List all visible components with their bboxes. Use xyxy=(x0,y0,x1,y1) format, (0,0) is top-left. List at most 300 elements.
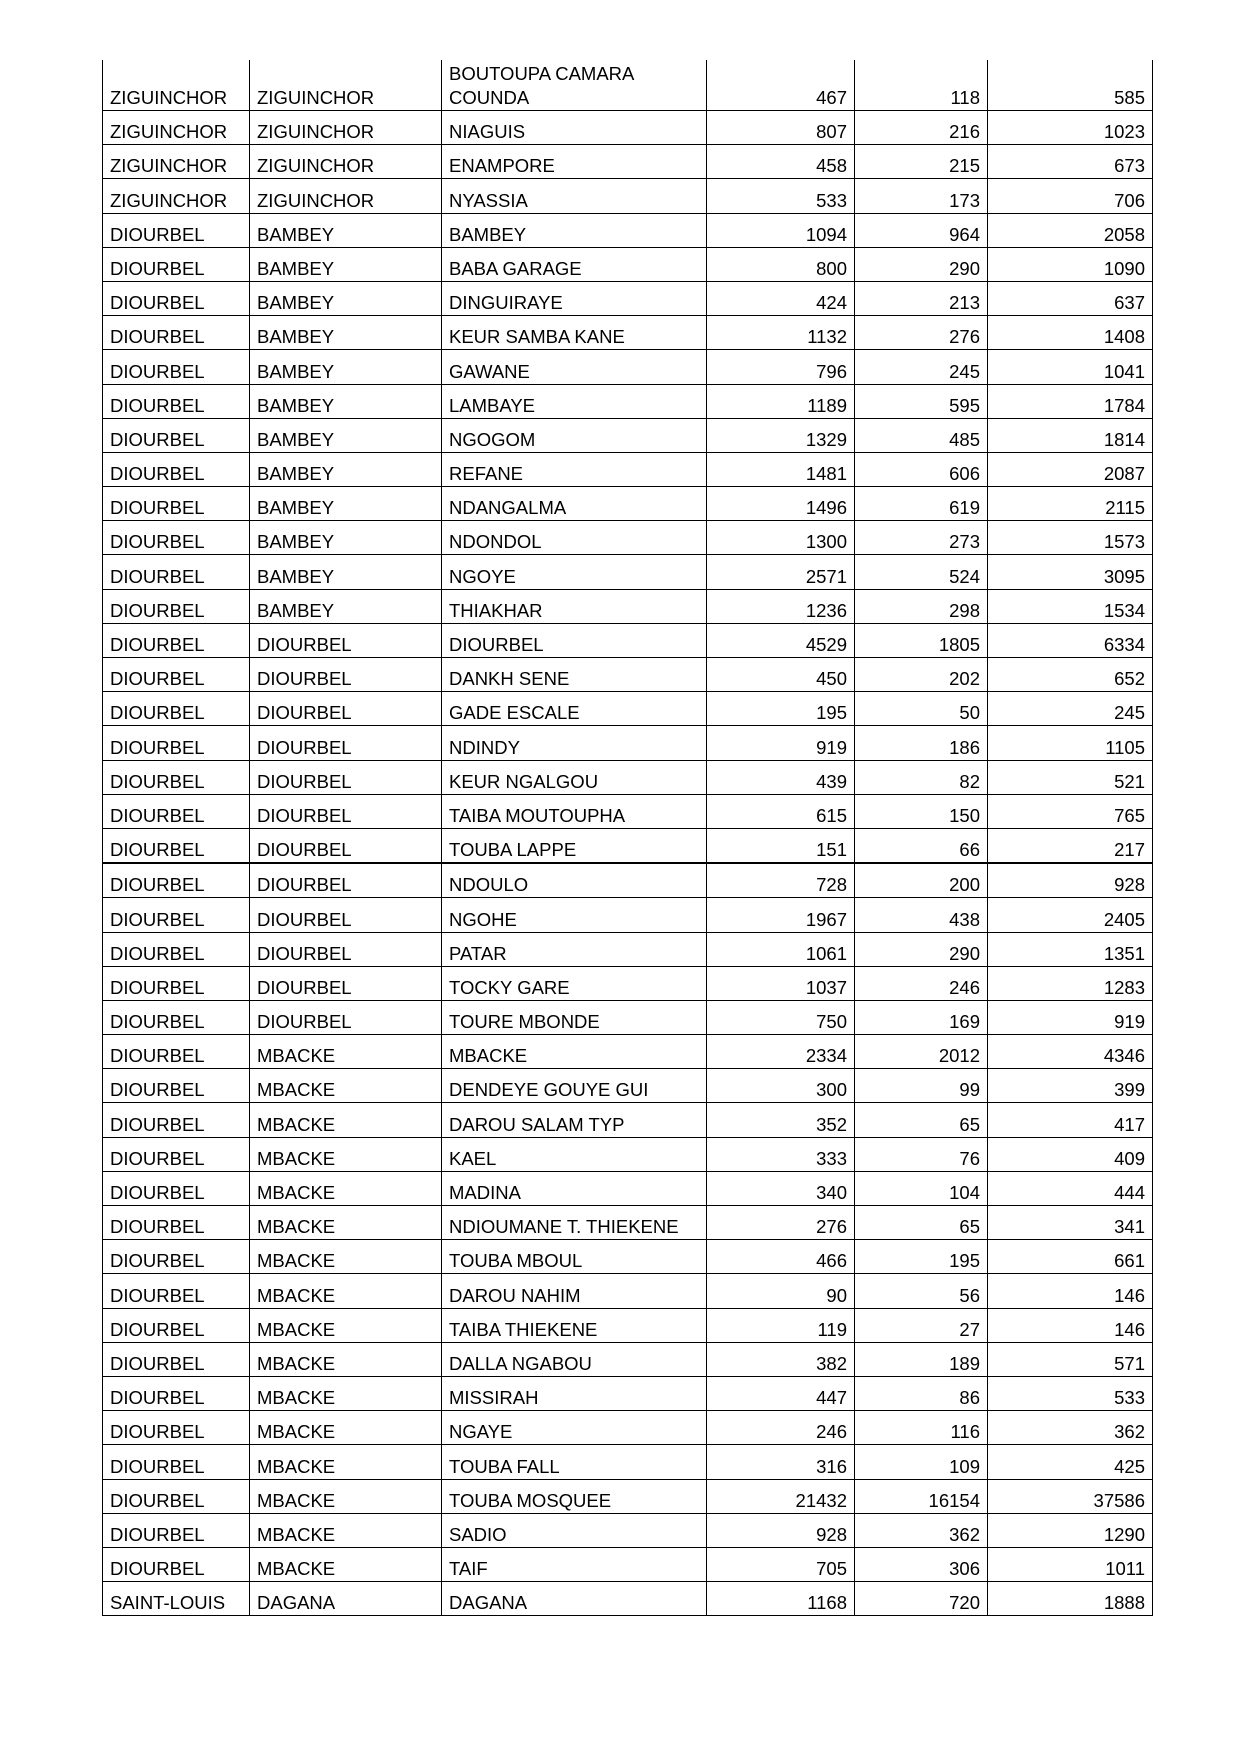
commune-cell: NDANGALMA xyxy=(442,487,707,521)
value-2-cell: 298 xyxy=(855,589,988,623)
table-row xyxy=(103,1445,1153,1479)
commune-cell: TOURE MBONDE xyxy=(442,1000,707,1034)
value-1-cell: 382 xyxy=(707,1342,855,1376)
commune-cell: DAROU SALAM TYP xyxy=(442,1103,707,1137)
commune-cell: THIAKHAR xyxy=(442,589,707,623)
value-1-cell: 450 xyxy=(707,658,855,692)
total-cell: 6334 xyxy=(988,623,1153,657)
value-1-cell: 919 xyxy=(707,726,855,760)
table-row xyxy=(103,1342,1153,1376)
region-cell: DIOURBEL xyxy=(103,623,250,657)
total-cell: 37586 xyxy=(988,1479,1153,1513)
total-cell: 637 xyxy=(988,281,1153,315)
value-2-cell: 200 xyxy=(855,863,988,898)
region-cell: DIOURBEL xyxy=(103,213,250,247)
table-row xyxy=(103,1171,1153,1205)
total-cell: 928 xyxy=(988,863,1153,898)
department-cell: MBACKE xyxy=(250,1445,442,1479)
region-cell: ZIGUINCHOR xyxy=(103,145,250,179)
value-2-cell: 66 xyxy=(855,828,988,863)
region-cell: ZIGUINCHOR xyxy=(103,179,250,213)
table-row xyxy=(103,521,1153,555)
table-row xyxy=(103,1411,1153,1445)
department-cell: MBACKE xyxy=(250,1206,442,1240)
department-cell: MBACKE xyxy=(250,1069,442,1103)
table-row xyxy=(103,213,1153,247)
commune-cell: BAMBEY xyxy=(442,213,707,247)
value-2-cell: 50 xyxy=(855,692,988,726)
total-cell: 444 xyxy=(988,1171,1153,1205)
total-cell: 1283 xyxy=(988,966,1153,1000)
region-cell: ZIGUINCHOR xyxy=(103,111,250,145)
table-row xyxy=(103,555,1153,589)
department-cell: BAMBEY xyxy=(250,281,442,315)
region-cell: DIOURBEL xyxy=(103,1547,250,1581)
total-cell: 571 xyxy=(988,1342,1153,1376)
table-row xyxy=(103,1479,1153,1513)
value-1-cell: 340 xyxy=(707,1171,855,1205)
department-cell: DIOURBEL xyxy=(250,828,442,863)
total-cell: 1090 xyxy=(988,247,1153,281)
region-cell: DIOURBEL xyxy=(103,726,250,760)
value-1-cell: 1496 xyxy=(707,487,855,521)
table-row xyxy=(103,692,1153,726)
department-cell: DIOURBEL xyxy=(250,932,442,966)
department-cell: MBACKE xyxy=(250,1137,442,1171)
value-2-cell: 524 xyxy=(855,555,988,589)
value-1-cell: 1094 xyxy=(707,213,855,247)
department-cell: DAGANA xyxy=(250,1582,442,1616)
table-row xyxy=(103,1582,1153,1616)
total-cell: 1814 xyxy=(988,418,1153,452)
region-cell: DIOURBEL xyxy=(103,452,250,486)
department-cell: DIOURBEL xyxy=(250,863,442,898)
commune-cell: KEUR NGALGOU xyxy=(442,760,707,794)
table-row xyxy=(103,179,1153,213)
table-row xyxy=(103,60,1153,111)
table-body xyxy=(103,60,1153,1616)
total-cell: 673 xyxy=(988,145,1153,179)
department-cell: DIOURBEL xyxy=(250,966,442,1000)
commune-cell: DIOURBEL xyxy=(442,623,707,657)
total-cell: 1351 xyxy=(988,932,1153,966)
value-1-cell: 90 xyxy=(707,1274,855,1308)
commune-cell: NIAGUIS xyxy=(442,111,707,145)
commune-cell: NDOULO xyxy=(442,863,707,898)
department-cell: DIOURBEL xyxy=(250,1000,442,1034)
region-cell: DIOURBEL xyxy=(103,1069,250,1103)
value-1-cell: 750 xyxy=(707,1000,855,1034)
value-2-cell: 189 xyxy=(855,1342,988,1376)
commune-cell: NDONDOL xyxy=(442,521,707,555)
table-row xyxy=(103,145,1153,179)
value-1-cell: 276 xyxy=(707,1206,855,1240)
total-cell: 1105 xyxy=(988,726,1153,760)
region-cell: DIOURBEL xyxy=(103,692,250,726)
commune-cell: LAMBAYE xyxy=(442,384,707,418)
department-cell: ZIGUINCHOR xyxy=(250,145,442,179)
value-1-cell: 1481 xyxy=(707,452,855,486)
value-1-cell: 447 xyxy=(707,1376,855,1410)
region-cell: ZIGUINCHOR xyxy=(103,60,250,111)
department-cell: DIOURBEL xyxy=(250,794,442,828)
value-1-cell: 1189 xyxy=(707,384,855,418)
department-cell: BAMBEY xyxy=(250,213,442,247)
table-row xyxy=(103,828,1153,863)
table-row xyxy=(103,932,1153,966)
commune-cell: TOCKY GARE xyxy=(442,966,707,1000)
value-1-cell: 195 xyxy=(707,692,855,726)
total-cell: 341 xyxy=(988,1206,1153,1240)
commune-cell: BABA GARAGE xyxy=(442,247,707,281)
table-row xyxy=(103,589,1153,623)
region-cell: DIOURBEL xyxy=(103,1137,250,1171)
table-row xyxy=(103,1376,1153,1410)
total-cell: 1888 xyxy=(988,1582,1153,1616)
value-1-cell: 2571 xyxy=(707,555,855,589)
value-1-cell: 151 xyxy=(707,828,855,863)
department-cell: DIOURBEL xyxy=(250,658,442,692)
commune-cell: MISSIRAH xyxy=(442,1376,707,1410)
table-row xyxy=(103,1240,1153,1274)
table-row xyxy=(103,658,1153,692)
commune-cell: KAEL xyxy=(442,1137,707,1171)
department-cell: BAMBEY xyxy=(250,487,442,521)
value-2-cell: 82 xyxy=(855,760,988,794)
region-cell: DIOURBEL xyxy=(103,1206,250,1240)
value-1-cell: 705 xyxy=(707,1547,855,1581)
total-cell: 652 xyxy=(988,658,1153,692)
value-1-cell: 1967 xyxy=(707,898,855,932)
department-cell: BAMBEY xyxy=(250,418,442,452)
region-cell: DIOURBEL xyxy=(103,898,250,932)
value-2-cell: 595 xyxy=(855,384,988,418)
department-cell: BAMBEY xyxy=(250,589,442,623)
commune-cell: PATAR xyxy=(442,932,707,966)
table-row xyxy=(103,1000,1153,1034)
commune-cell: NYASSIA xyxy=(442,179,707,213)
commune-cell: TOUBA MBOUL xyxy=(442,1240,707,1274)
table-row xyxy=(103,247,1153,281)
value-2-cell: 86 xyxy=(855,1376,988,1410)
commune-cell: NGOHE xyxy=(442,898,707,932)
value-2-cell: 1805 xyxy=(855,623,988,657)
department-cell: ZIGUINCHOR xyxy=(250,111,442,145)
value-1-cell: 300 xyxy=(707,1069,855,1103)
total-cell: 765 xyxy=(988,794,1153,828)
department-cell: ZIGUINCHOR xyxy=(250,60,442,111)
region-cell: DIOURBEL xyxy=(103,1240,250,1274)
commune-cell: DENDEYE GOUYE GUI xyxy=(442,1069,707,1103)
region-cell: DIOURBEL xyxy=(103,384,250,418)
commune-cell: DAROU NAHIM xyxy=(442,1274,707,1308)
commune-cell: MADINA xyxy=(442,1171,707,1205)
region-cell: DIOURBEL xyxy=(103,932,250,966)
value-1-cell: 4529 xyxy=(707,623,855,657)
value-2-cell: 606 xyxy=(855,452,988,486)
value-1-cell: 424 xyxy=(707,281,855,315)
commune-cell: TAIBA THIEKENE xyxy=(442,1308,707,1342)
data-table xyxy=(102,60,1153,1616)
department-cell: MBACKE xyxy=(250,1035,442,1069)
region-cell: DIOURBEL xyxy=(103,966,250,1000)
value-1-cell: 1061 xyxy=(707,932,855,966)
commune-cell: DANKH SENE xyxy=(442,658,707,692)
table-row xyxy=(103,794,1153,828)
value-1-cell: 1168 xyxy=(707,1582,855,1616)
total-cell: 146 xyxy=(988,1308,1153,1342)
table-row xyxy=(103,1069,1153,1103)
total-cell: 1534 xyxy=(988,589,1153,623)
region-cell: DIOURBEL xyxy=(103,247,250,281)
department-cell: DIOURBEL xyxy=(250,898,442,932)
value-1-cell: 1236 xyxy=(707,589,855,623)
total-cell: 1041 xyxy=(988,350,1153,384)
value-2-cell: 964 xyxy=(855,213,988,247)
value-1-cell: 807 xyxy=(707,111,855,145)
value-2-cell: 276 xyxy=(855,316,988,350)
table-row xyxy=(103,1206,1153,1240)
department-cell: BAMBEY xyxy=(250,452,442,486)
table-row xyxy=(103,452,1153,486)
region-cell: DIOURBEL xyxy=(103,794,250,828)
department-cell: ZIGUINCHOR xyxy=(250,179,442,213)
commune-cell: MBACKE xyxy=(442,1035,707,1069)
total-cell: 521 xyxy=(988,760,1153,794)
commune-cell: BOUTOUPA CAMARA COUNDA xyxy=(442,60,707,111)
table-row xyxy=(103,898,1153,932)
value-1-cell: 467 xyxy=(707,60,855,111)
commune-cell: NGOGOM xyxy=(442,418,707,452)
value-2-cell: 16154 xyxy=(855,1479,988,1513)
table-row xyxy=(103,350,1153,384)
department-cell: BAMBEY xyxy=(250,521,442,555)
commune-cell: SADIO xyxy=(442,1513,707,1547)
value-1-cell: 728 xyxy=(707,863,855,898)
value-2-cell: 246 xyxy=(855,966,988,1000)
region-cell: DIOURBEL xyxy=(103,1376,250,1410)
value-1-cell: 21432 xyxy=(707,1479,855,1513)
table-row xyxy=(103,760,1153,794)
table-row xyxy=(103,1547,1153,1581)
total-cell: 2405 xyxy=(988,898,1153,932)
total-cell: 362 xyxy=(988,1411,1153,1445)
region-cell: DIOURBEL xyxy=(103,418,250,452)
commune-cell: NDIOUMANE T. THIEKENE xyxy=(442,1206,707,1240)
commune-cell: REFANE xyxy=(442,452,707,486)
commune-cell: NDINDY xyxy=(442,726,707,760)
value-2-cell: 195 xyxy=(855,1240,988,1274)
total-cell: 245 xyxy=(988,692,1153,726)
total-cell: 409 xyxy=(988,1137,1153,1171)
value-2-cell: 169 xyxy=(855,1000,988,1034)
table-row xyxy=(103,623,1153,657)
value-1-cell: 333 xyxy=(707,1137,855,1171)
value-2-cell: 173 xyxy=(855,179,988,213)
total-cell: 1573 xyxy=(988,521,1153,555)
total-cell: 585 xyxy=(988,60,1153,111)
total-cell: 1784 xyxy=(988,384,1153,418)
commune-cell: NGOYE xyxy=(442,555,707,589)
value-2-cell: 213 xyxy=(855,281,988,315)
department-cell: MBACKE xyxy=(250,1240,442,1274)
total-cell: 533 xyxy=(988,1376,1153,1410)
department-cell: MBACKE xyxy=(250,1513,442,1547)
value-1-cell: 533 xyxy=(707,179,855,213)
region-cell: DIOURBEL xyxy=(103,1171,250,1205)
commune-cell: NGAYE xyxy=(442,1411,707,1445)
value-2-cell: 216 xyxy=(855,111,988,145)
table-row xyxy=(103,418,1153,452)
region-cell: DIOURBEL xyxy=(103,1513,250,1547)
total-cell: 417 xyxy=(988,1103,1153,1137)
value-1-cell: 352 xyxy=(707,1103,855,1137)
value-1-cell: 796 xyxy=(707,350,855,384)
department-cell: MBACKE xyxy=(250,1479,442,1513)
value-2-cell: 619 xyxy=(855,487,988,521)
total-cell: 919 xyxy=(988,1000,1153,1034)
value-2-cell: 290 xyxy=(855,932,988,966)
table-row xyxy=(103,966,1153,1000)
value-1-cell: 1329 xyxy=(707,418,855,452)
value-1-cell: 615 xyxy=(707,794,855,828)
commune-cell: DALLA NGABOU xyxy=(442,1342,707,1376)
table-row xyxy=(103,1103,1153,1137)
total-cell: 3095 xyxy=(988,555,1153,589)
total-cell: 146 xyxy=(988,1274,1153,1308)
value-2-cell: 109 xyxy=(855,1445,988,1479)
value-1-cell: 316 xyxy=(707,1445,855,1479)
region-cell: DIOURBEL xyxy=(103,1274,250,1308)
value-2-cell: 99 xyxy=(855,1069,988,1103)
region-cell: DIOURBEL xyxy=(103,350,250,384)
region-cell: DIOURBEL xyxy=(103,1342,250,1376)
region-cell: DIOURBEL xyxy=(103,1479,250,1513)
table-row xyxy=(103,863,1153,898)
region-cell: DIOURBEL xyxy=(103,521,250,555)
department-cell: MBACKE xyxy=(250,1103,442,1137)
region-cell: DIOURBEL xyxy=(103,1308,250,1342)
department-cell: BAMBEY xyxy=(250,247,442,281)
value-2-cell: 118 xyxy=(855,60,988,111)
table-row xyxy=(103,1274,1153,1308)
department-cell: MBACKE xyxy=(250,1376,442,1410)
value-1-cell: 928 xyxy=(707,1513,855,1547)
table-row xyxy=(103,281,1153,315)
value-2-cell: 65 xyxy=(855,1103,988,1137)
department-cell: BAMBEY xyxy=(250,316,442,350)
value-1-cell: 439 xyxy=(707,760,855,794)
value-1-cell: 1300 xyxy=(707,521,855,555)
total-cell: 2058 xyxy=(988,213,1153,247)
commune-cell: GAWANE xyxy=(442,350,707,384)
department-cell: BAMBEY xyxy=(250,384,442,418)
department-cell: MBACKE xyxy=(250,1547,442,1581)
region-cell: DIOURBEL xyxy=(103,863,250,898)
value-2-cell: 202 xyxy=(855,658,988,692)
table-row xyxy=(103,384,1153,418)
department-cell: DIOURBEL xyxy=(250,760,442,794)
commune-cell: TOUBA MOSQUEE xyxy=(442,1479,707,1513)
table-row xyxy=(103,487,1153,521)
region-cell: DIOURBEL xyxy=(103,555,250,589)
table-row xyxy=(103,316,1153,350)
region-cell: DIOURBEL xyxy=(103,1445,250,1479)
department-cell: DIOURBEL xyxy=(250,692,442,726)
total-cell: 399 xyxy=(988,1069,1153,1103)
department-cell: MBACKE xyxy=(250,1342,442,1376)
table-row xyxy=(103,1513,1153,1547)
table-row xyxy=(103,1137,1153,1171)
value-2-cell: 56 xyxy=(855,1274,988,1308)
value-2-cell: 290 xyxy=(855,247,988,281)
value-2-cell: 27 xyxy=(855,1308,988,1342)
total-cell: 4346 xyxy=(988,1035,1153,1069)
value-1-cell: 2334 xyxy=(707,1035,855,1069)
total-cell: 1290 xyxy=(988,1513,1153,1547)
value-2-cell: 104 xyxy=(855,1171,988,1205)
value-2-cell: 65 xyxy=(855,1206,988,1240)
table-row xyxy=(103,1035,1153,1069)
region-cell: DIOURBEL xyxy=(103,1103,250,1137)
department-cell: MBACKE xyxy=(250,1171,442,1205)
value-2-cell: 215 xyxy=(855,145,988,179)
value-2-cell: 150 xyxy=(855,794,988,828)
department-cell: BAMBEY xyxy=(250,555,442,589)
value-2-cell: 116 xyxy=(855,1411,988,1445)
value-1-cell: 1037 xyxy=(707,966,855,1000)
region-cell: SAINT-LOUIS xyxy=(103,1582,250,1616)
department-cell: DIOURBEL xyxy=(250,726,442,760)
region-cell: DIOURBEL xyxy=(103,658,250,692)
commune-cell: ENAMPORE xyxy=(442,145,707,179)
table-row xyxy=(103,111,1153,145)
value-1-cell: 458 xyxy=(707,145,855,179)
value-2-cell: 306 xyxy=(855,1547,988,1581)
region-cell: DIOURBEL xyxy=(103,760,250,794)
region-cell: DIOURBEL xyxy=(103,1411,250,1445)
value-1-cell: 800 xyxy=(707,247,855,281)
region-cell: DIOURBEL xyxy=(103,316,250,350)
department-cell: MBACKE xyxy=(250,1308,442,1342)
total-cell: 1408 xyxy=(988,316,1153,350)
department-cell: MBACKE xyxy=(250,1411,442,1445)
commune-cell: TOUBA FALL xyxy=(442,1445,707,1479)
region-cell: DIOURBEL xyxy=(103,1035,250,1069)
total-cell: 425 xyxy=(988,1445,1153,1479)
commune-cell: DINGUIRAYE xyxy=(442,281,707,315)
commune-cell: TAIBA MOUTOUPHA xyxy=(442,794,707,828)
value-2-cell: 720 xyxy=(855,1582,988,1616)
total-cell: 1011 xyxy=(988,1547,1153,1581)
value-1-cell: 1132 xyxy=(707,316,855,350)
total-cell: 1023 xyxy=(988,111,1153,145)
region-cell: DIOURBEL xyxy=(103,589,250,623)
region-cell: DIOURBEL xyxy=(103,828,250,863)
table-row xyxy=(103,726,1153,760)
region-cell: DIOURBEL xyxy=(103,487,250,521)
commune-cell: TOUBA LAPPE xyxy=(442,828,707,863)
value-2-cell: 438 xyxy=(855,898,988,932)
value-2-cell: 362 xyxy=(855,1513,988,1547)
region-cell: DIOURBEL xyxy=(103,281,250,315)
value-2-cell: 186 xyxy=(855,726,988,760)
commune-cell: TAIF xyxy=(442,1547,707,1581)
commune-cell: KEUR SAMBA KANE xyxy=(442,316,707,350)
department-cell: DIOURBEL xyxy=(250,623,442,657)
region-cell: DIOURBEL xyxy=(103,1000,250,1034)
value-1-cell: 246 xyxy=(707,1411,855,1445)
